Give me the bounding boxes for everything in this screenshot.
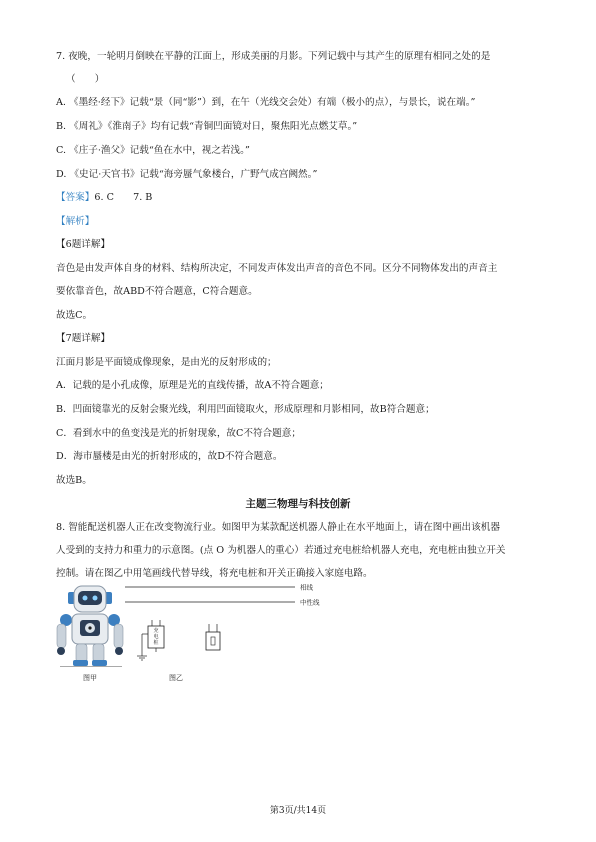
detail7-line-5: D．海市蜃楼是由光的折射形成的，故D不符合题意。 bbox=[56, 451, 283, 462]
charger-label-char: 充 bbox=[153, 628, 159, 634]
q8-line-3: 控制。请在图乙中用笔画线代替导线，将充电桩和开关正确接入家庭电路。 bbox=[56, 568, 373, 579]
figure-b-label: 图乙 bbox=[169, 674, 183, 682]
robot-figure bbox=[57, 586, 123, 667]
figure-a-label: 图甲 bbox=[83, 674, 97, 682]
q8-line-1: 8. 智能配送机器人正在改变物流行业。如图甲为某款配送机器人静止在水平地面上，请在图中画出该机器 bbox=[56, 522, 500, 533]
charger-label-char: 电 bbox=[153, 634, 159, 640]
charger-label bbox=[148, 628, 164, 646]
detail6-line-2: 要依靠音色，故ABD不符合题意，C符合题意。 bbox=[56, 286, 258, 297]
q8-line-2: 人受到的支持力和重力的示意图。(点 O 为机器人的重心）若通过充电桩给机器人充电，充电桩由独立开关 bbox=[56, 545, 506, 556]
detail7-title: 【7题详解】 bbox=[56, 333, 111, 344]
detail7-line-6: 故选B。 bbox=[56, 475, 92, 486]
section-title: 主题三物理与科技创新 bbox=[245, 498, 351, 510]
q7-option-c: C. 《庄子·渔父》记载“鱼在水中，视之若浅。” bbox=[56, 145, 250, 156]
page-footer: 第3页/共14页 bbox=[269, 806, 327, 816]
answer-line bbox=[56, 191, 152, 205]
switch-box bbox=[206, 632, 220, 650]
q7-stem: 7. 夜晚，一轮明月倒映在平静的江面上，形成美丽的月影。下列记载中与其产生的原理有相同之处的是 bbox=[56, 51, 491, 62]
detail6-line-3: 故选C。 bbox=[56, 310, 93, 321]
analysis-tag: 【解析】 bbox=[56, 216, 95, 227]
answer-tag: 【答案】 bbox=[56, 192, 95, 203]
charger-label-char: 桩 bbox=[153, 640, 159, 646]
answer-text: 6. C 7. B bbox=[94, 192, 153, 203]
detail7-line-2: A．记载的是小孔成像，原理是光的直线传播，故A不符合题意； bbox=[56, 380, 329, 391]
detail7-line-3: B．凹面镜靠光的反射会聚光线，利用凹面镜取火，形成原理和月影相同，故B符合题意； bbox=[56, 404, 435, 415]
q7-option-d: D. 《史记·天官书》记载“海旁蜃气象楼台，广野气成宫阙然。” bbox=[56, 169, 318, 180]
circuit-figure bbox=[125, 587, 295, 660]
q7-blank: （ ） bbox=[66, 74, 105, 85]
q7-option-b: B. 《周礼》《淮南子》均有记载“青铜凹面镜对日，聚焦阳光点燃艾草。” bbox=[56, 121, 358, 132]
detail7-line-1: 江面月影是平面镜成像现象，是由光的反射形成的； bbox=[56, 357, 277, 368]
figure-diagrams bbox=[40, 582, 340, 682]
detail7-line-4: C．看到水中的鱼变浅是光的折射现象，故C不符合题意； bbox=[56, 428, 301, 439]
neutral-wire-label: 中性线 bbox=[300, 598, 320, 607]
detail6-line-1: 音色是由发声体自身的材料、结构所决定，不同发声体发出声音的音色不同。区分不同物体发出的声音主 bbox=[56, 263, 498, 274]
q7-option-a: A. 《墨经·经下》记载“景（同“影”）到，在午（光线交会处）有端（极小的点），与景长，说在端。” bbox=[56, 97, 476, 108]
live-wire-label: 相线 bbox=[300, 583, 313, 592]
detail6-title: 【6题详解】 bbox=[56, 239, 111, 250]
